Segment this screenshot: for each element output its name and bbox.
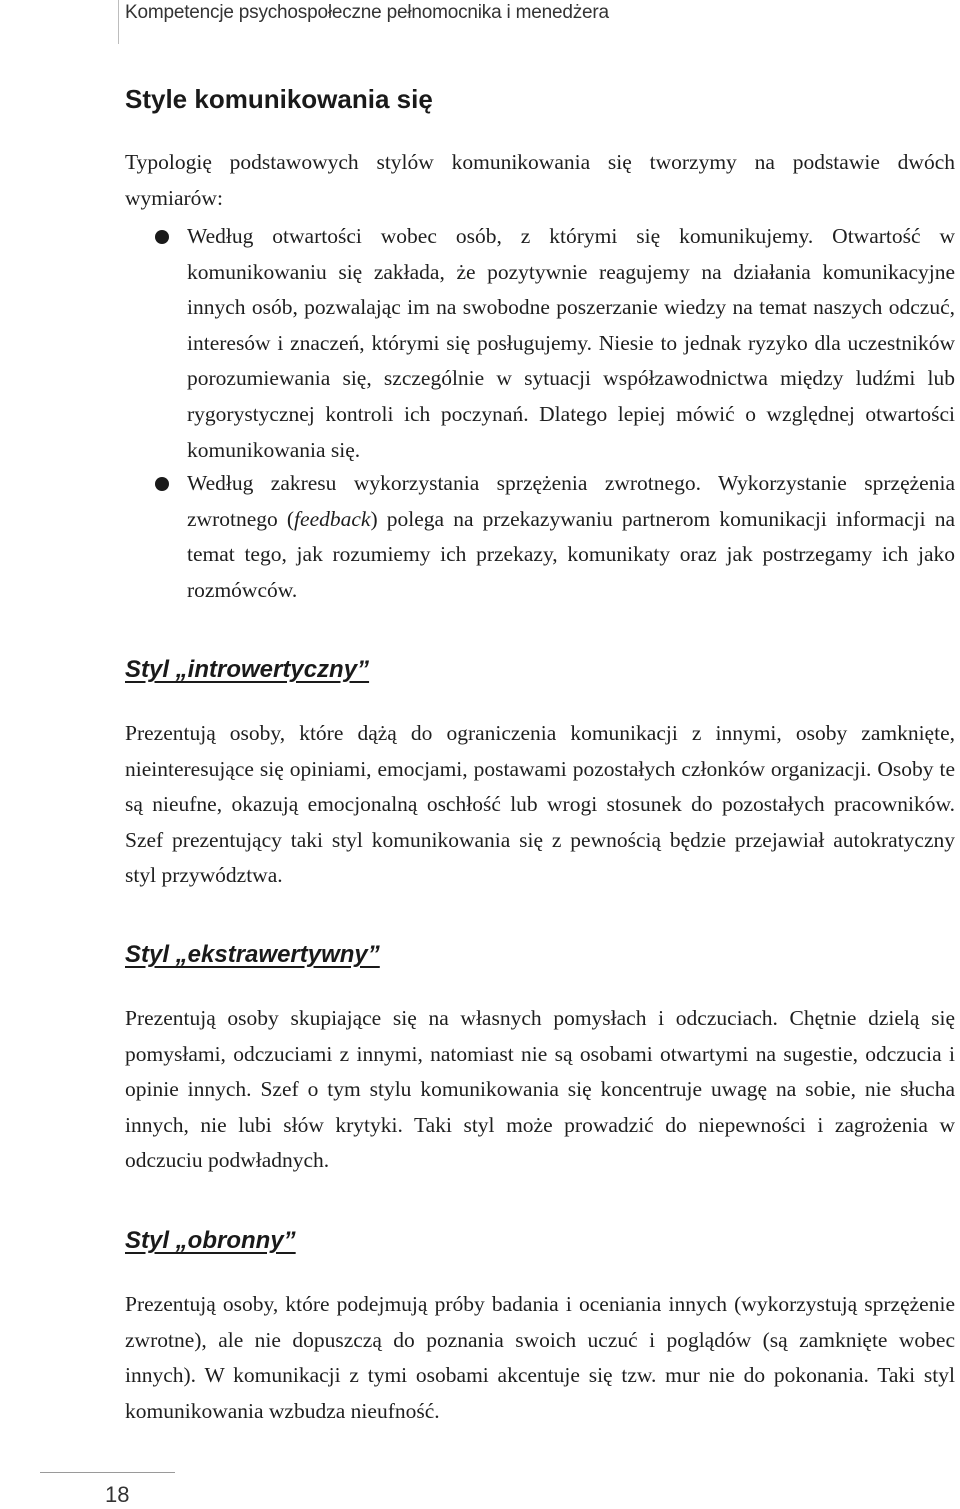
section-text-introvert: Prezentują osoby, które dążą do ograniczenia komunikacji z innymi, osoby zamknięte, nieinteresujące się opiniami, emocjami, postawami pozostałych członków organizacji. Osoby te są nieufne, okazują emocjonalną oschłość lub wrogi stosunek do pozostałych pracowników. Szef prezentujący taki styl komunikowania się z pewnością będzie przejawiał autokratyczny styl przywództwa.	[125, 721, 955, 888]
bullet-item-openness: Według otwartości wobec osób, z którymi się komunikujemy. Otwartość w komunikowaniu się zakłada, że pozytywnie reagujemy na działania komunikacyjne innych osób, pozwalając im na swobodne poszerzanie wiedzy na temat naszych odczuć, interesów i znaczeń, którymi się posługujemy. Niesie to jednak ryzyko dla uczestników porozumiewania się, szczególnie w sytuacji współzawodnictwa między ludźmi lub rygorystycznej kontroli ich poczynań. Dlatego lepiej mówić o względnej otwartości komunikowania się.	[187, 224, 955, 462]
section-heading-extravert: Styl „ekstrawertywny”	[125, 941, 380, 968]
section-text-defensive: Prezentują osoby, które podejmują próby badania i oceniania innych (wykorzystują sprzężenie zwrotne), ale nie dopuszczą do poznania swoich uczuć i poglądów (są zamknięte wobec innych). W komunikacji z tymi osobami akcentuje się tzw. mur nie do pokonania. Taki styl komunikowania wzbudza nieufność.	[125, 1292, 955, 1423]
section-text-extravert: Prezentują osoby skupiające się na własnych pomysłach i odczuciach. Chętnie dzielą się pomysłami, odczuciami z innymi, natomiast nie są osobami otwartymi na sugestie, odczucia i opinie innych. Szef o tym stylu komunikowania się koncentruje uwagę na sobie, nie słucha innych, nie lubi słów krytyki. Taki styl może prowadzić do niepewności i zagrożenia w odczuciu podwładnych.	[125, 1006, 955, 1173]
bullet-feedback-text-end: ) polega na przekazywaniu partnerom komunikacji informacji na temat tego, jak rozumiemy ich przekazy, komunikaty oraz jak postrzegamy ich jako rozmówców.	[187, 506, 955, 602]
bullet-dot-icon	[155, 477, 169, 491]
bullet-dot-icon	[155, 230, 169, 244]
feedback-term: feedback	[294, 506, 371, 531]
section-heading-defensive: Styl „obronny”	[125, 1227, 296, 1254]
intro-paragraph: Typologię podstawowych stylów komunikowania się tworzymy na podstawie dwóch wymiarów:	[125, 150, 955, 210]
footer-rule	[40, 1472, 175, 1473]
main-heading: Style komunikowania się	[125, 84, 433, 114]
header-vertical-rule	[118, 0, 119, 44]
page-number: 18	[105, 1482, 130, 1507]
bullet-item-feedback	[187, 466, 955, 608]
section-heading-introvert: Styl „introwertyczny”	[125, 656, 370, 683]
bullet-feedback-text: Według zakresu wykorzystania sprzężenia zwrotnego. Wykorzystanie sprzężenia zwrotnego (	[187, 471, 955, 531]
running-head: Kompetencje psychospołeczne pełnomocnika i menedżera	[125, 2, 609, 23]
